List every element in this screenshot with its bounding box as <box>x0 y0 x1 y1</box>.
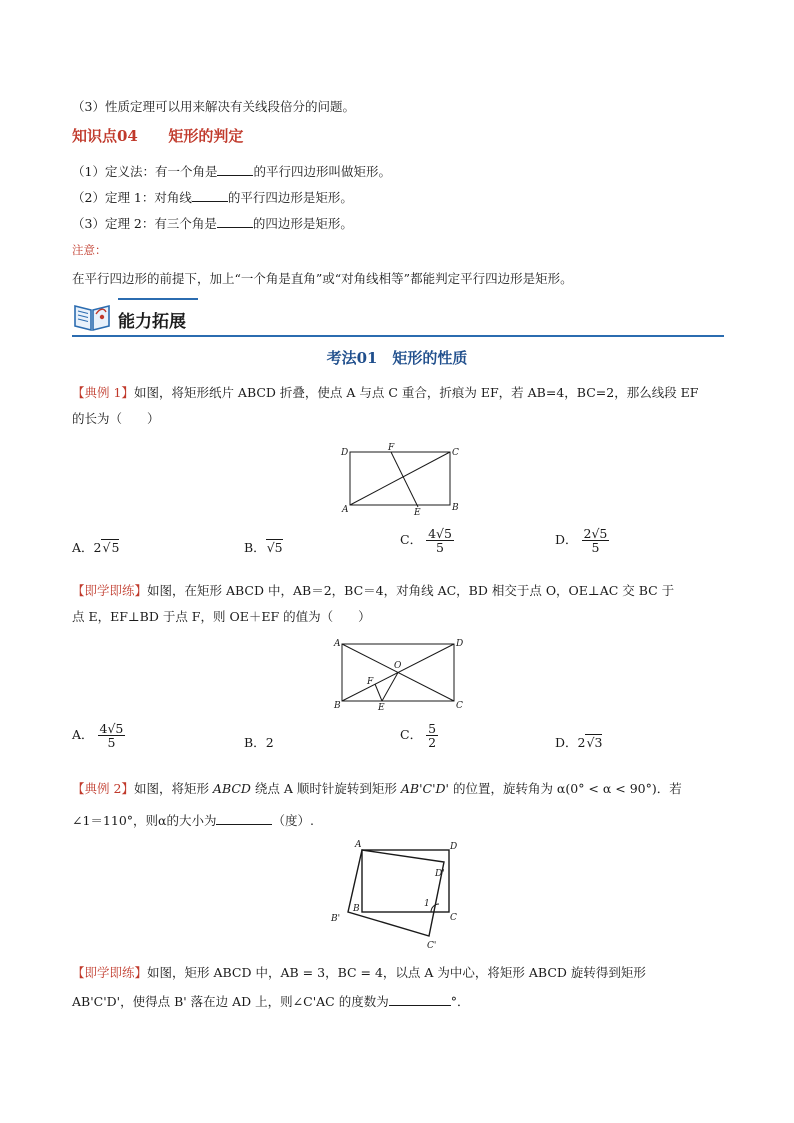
label-d: D <box>450 842 458 852</box>
label-d1: D' <box>435 869 445 879</box>
example-1-option-c[interactable] <box>400 527 454 554</box>
practice-2-text: 如图，矩形 ABCD 中，AB = 3，BC = 4，以点 A 为中心，将矩形 ABCD 旋转得到矩形 <box>147 965 646 980</box>
option-letter: C． <box>400 727 423 743</box>
fill-blank[interactable] <box>389 1005 451 1006</box>
knowledge-point-title: 矩形的判定 <box>168 127 244 145</box>
label-e: E <box>414 508 421 516</box>
practice-1-tag: 【即学即练】 <box>72 583 148 598</box>
example-1-figure <box>336 440 466 519</box>
diagonal-ac <box>350 452 450 505</box>
practice-2-text-b: °． <box>450 994 470 1009</box>
fill-blank[interactable] <box>217 227 253 228</box>
label-f: F <box>388 443 395 453</box>
knowledge-point-heading <box>72 125 243 146</box>
kp-item-3-text: （3）定理 2：有三个角是 <box>72 216 217 231</box>
fraction-denominator: 5 <box>591 540 600 556</box>
example-2-text-a: 如图，将矩形 <box>133 781 213 796</box>
label-o: O <box>394 661 402 671</box>
fold-line-ef <box>391 452 418 507</box>
label-c1: C' <box>427 941 437 951</box>
practice-1-line-1 <box>72 581 674 599</box>
practice-2-line-2 <box>72 992 469 1010</box>
fill-blank[interactable] <box>192 201 228 202</box>
example-2-text-e: 的位置，旋转角为 α(0° < α < 90°)．若 <box>448 781 682 796</box>
option-letter: B． <box>244 735 266 750</box>
example-2-text-d: AB'C'D' <box>400 781 449 796</box>
example-2-line-1 <box>72 779 682 797</box>
practice-1-option-c[interactable] <box>400 722 438 749</box>
kp-item-1-text: （1）定义法：有一个角是 <box>72 164 218 179</box>
kp-item-1-tail: 的平行四边形叫做矩形。 <box>253 164 391 179</box>
label-f: F <box>367 677 374 687</box>
fraction-denominator: 5 <box>107 735 116 751</box>
fraction-numerator: 2√5 <box>583 526 608 541</box>
fraction-numerator: 4√5 <box>99 721 124 736</box>
practice-2-tag: 【即学即练】 <box>72 965 148 980</box>
example-2-text-b: ABCD <box>212 781 251 796</box>
label-c: C <box>452 448 459 458</box>
example-1-option-d[interactable] <box>555 527 609 554</box>
segment-ef <box>375 684 382 701</box>
example-1-tag: 【典例 1】 <box>72 385 134 400</box>
fraction-denominator: 5 <box>436 540 444 556</box>
kp-item-1 <box>72 162 391 180</box>
label-b1: B' <box>331 914 341 924</box>
note-label: 注意： <box>72 243 107 257</box>
fraction-denominator: 2 <box>428 735 437 751</box>
example-2-figure <box>325 832 475 957</box>
book-icon <box>72 298 112 337</box>
practice-1-option-d[interactable]: D．2√3 <box>555 735 603 750</box>
practice-2-text-a: AB'C'D'，使得点 B' 落在边 AD 上，则∠C'AC 的度数为 <box>72 994 389 1009</box>
practice-1-option-a[interactable] <box>72 722 125 749</box>
kp-item-2-tail: 的平行四边形是矩形。 <box>227 190 353 205</box>
method-title: 考法01 矩形的性质 <box>326 349 468 367</box>
section-divider <box>72 335 724 337</box>
label-c: C <box>456 701 463 711</box>
section-title: 能力拓展 <box>118 312 186 332</box>
fraction-numerator: 4√5 <box>428 526 452 541</box>
label-d: D <box>456 639 464 649</box>
example-1-text: 如图，将矩形纸片 ABCD 折叠，使点 A 与点 C 重合，折痕为 EF，若 AB=4，BC=2，那么线段 EF <box>133 385 699 400</box>
label-b: B <box>334 701 341 711</box>
option-letter: D． <box>555 735 578 750</box>
example-2-line-2 <box>72 811 314 829</box>
intro-note: （3）性质定理可以用来解决有关线段倍分的问题。 <box>72 99 355 114</box>
label-b: B <box>353 904 360 914</box>
label-a: A <box>355 840 362 850</box>
option-letter: B． <box>244 540 266 555</box>
label-c: C <box>450 913 457 923</box>
option-letter: A． <box>72 540 94 555</box>
practice-2-line-1 <box>72 963 646 981</box>
kp-item-3-tail: 的四边形是矩形。 <box>252 216 353 231</box>
practice-1-figure <box>330 634 466 715</box>
option-letter: D． <box>555 532 578 548</box>
option-value: 2 <box>265 735 274 750</box>
example-2-tag: 【典例 2】 <box>72 781 134 796</box>
knowledge-point-label: 知识点04 <box>72 127 138 145</box>
kp-item-2 <box>72 188 353 206</box>
practice-1-line-2: 点 E，EF⊥BD 于点 F，则 OE＋EF 的值为（ ） <box>72 609 371 624</box>
example-2-text-f: ∠1＝110°，则α的大小为 <box>72 813 217 828</box>
example-2-text-c: 绕点 A 顺时针旋转到矩形 <box>250 781 401 796</box>
label-e: E <box>378 703 385 712</box>
label-a: A <box>334 639 341 649</box>
example-2-text-g: （度）. <box>272 813 314 828</box>
label-b: B <box>452 503 459 513</box>
fill-blank[interactable] <box>217 175 253 176</box>
example-1-line-1 <box>72 383 698 401</box>
option-letter: C． <box>400 532 423 548</box>
example-1-line-2: 的长为（ ） <box>72 411 160 426</box>
option-letter: A． <box>72 727 94 743</box>
note-text: 在平行四边形的前提下，加上“一个角是直角”或“对角线相等”都能判定平行四边形是矩形。 <box>72 271 573 286</box>
label-d: D <box>341 448 349 458</box>
kp-item-2-text: （2）定理 1：对角线 <box>72 190 192 205</box>
fraction-numerator: 5 <box>428 721 437 736</box>
practice-1-text: 如图，在矩形 ABCD 中，AB＝2，BC＝4，对角线 AC，BD 相交于点 O，OE⊥AC 交 BC 于 <box>147 583 675 598</box>
label-a: A <box>342 505 349 515</box>
kp-item-3 <box>72 214 353 232</box>
example-1-option-b[interactable]: B．√5 <box>244 540 283 555</box>
practice-1-option-b[interactable] <box>244 733 274 751</box>
example-1-option-a[interactable]: A．2√5 <box>72 540 120 555</box>
section-title-overline <box>118 298 198 300</box>
fill-blank[interactable] <box>216 824 272 825</box>
label-angle-1: 1 <box>424 899 430 909</box>
